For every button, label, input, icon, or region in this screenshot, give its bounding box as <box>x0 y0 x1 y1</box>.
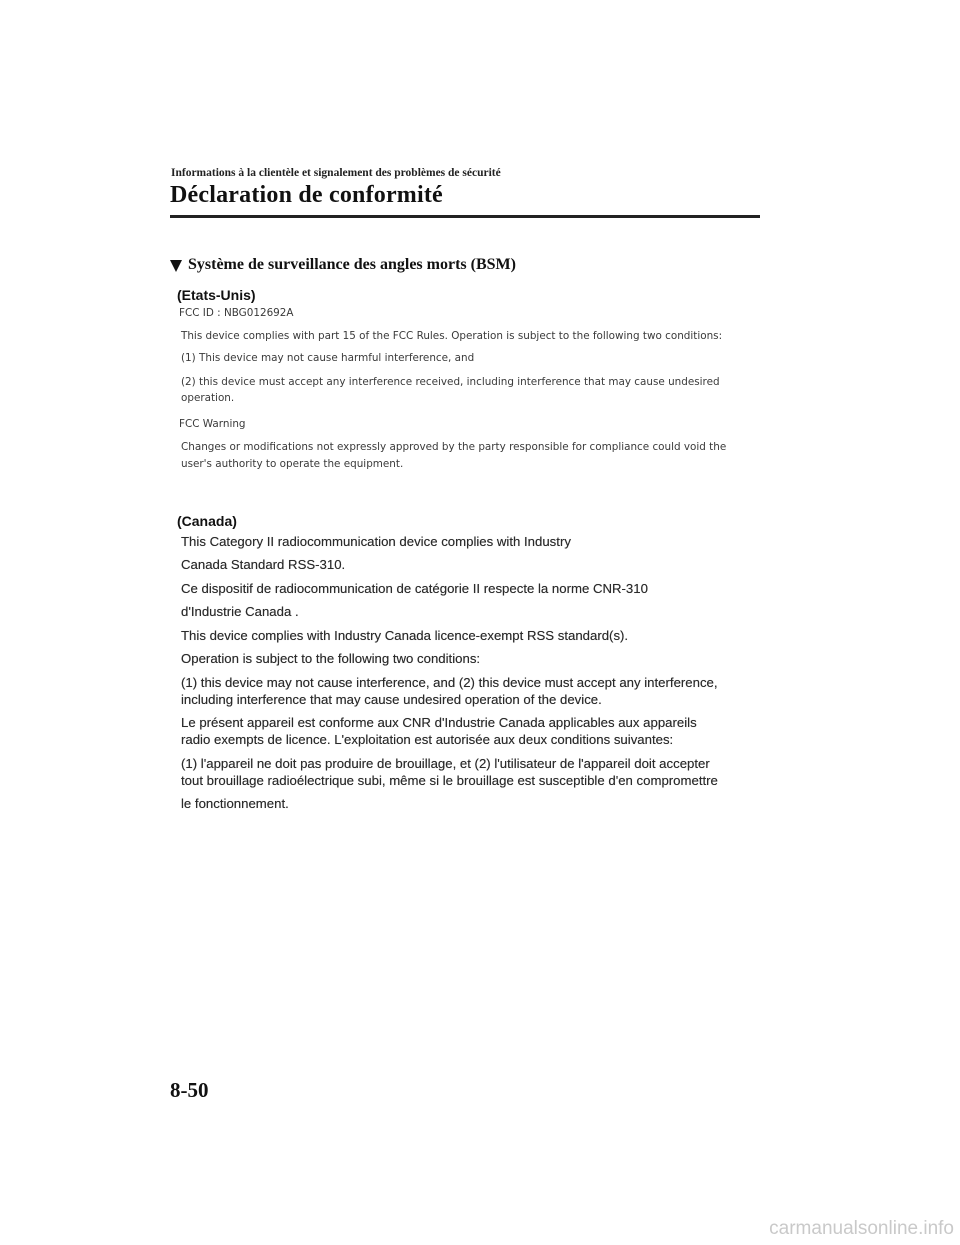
watermark: carmanualsonline.info <box>769 1218 954 1239</box>
section-heading <box>170 256 516 274</box>
canada-region-label: (Canada) <box>177 513 237 529</box>
triangle-bullet-icon <box>170 260 182 272</box>
usa-text-line: Changes or modifications not expressly approved by the party responsible for compliance could void the <box>181 441 727 453</box>
canada-text-line: radio exempts de licence. L'exploitation est autorisée aux deux conditions suivantes: <box>181 732 674 747</box>
canada-text-line: (1) l'appareil ne doit pas produire de brouillage, et (2) l'utilisateur de l'appareil doit accepter <box>181 756 710 771</box>
canada-text-line: d'Industrie Canada . <box>181 604 299 619</box>
usa-text-line: This device complies with part 15 of the FCC Rules. Operation is subject to the following two conditions: <box>181 330 723 342</box>
page-number: 8-50 <box>170 1078 209 1102</box>
canada-text-line: Le présent appareil est conforme aux CNR d'Industrie Canada applicables aux appareils <box>181 715 697 730</box>
usa-text-line: (1) This device may not cause harmful interference, and <box>181 352 475 364</box>
canada-text-line: including interference that may cause undesired operation of the device. <box>181 692 602 707</box>
usa-region-label: (Etats-Unis) <box>177 287 256 303</box>
usa-text-line: (2) this device must accept any interference received, including interference that may cause undesired <box>181 376 720 388</box>
usa-fcc-warning: FCC Warning <box>179 418 246 430</box>
page-title: Déclaration de conformité <box>170 182 443 208</box>
canada-text-line: Ce dispositif de radiocommunication de catégorie II respecte la norme CNR-310 <box>181 581 648 596</box>
canada-text-line: This Category II radiocommunication device complies with Industry <box>181 534 571 549</box>
usa-fcc-id: FCC ID : NBG012692A <box>179 307 294 319</box>
canada-text-line: (1) this device may not cause interference, and (2) this device must accept any interference, <box>181 675 718 690</box>
canada-text-line: This device complies with Industry Canada licence-exempt RSS standard(s). <box>181 628 629 643</box>
title-divider <box>170 215 760 218</box>
canada-text-line: le fonctionnement. <box>181 796 289 811</box>
canada-text-line: tout brouillage radioélectrique subi, même si le brouillage est susceptible d'en compromettre <box>181 773 718 788</box>
usa-text-line: operation. <box>181 392 235 404</box>
canada-text-line: Canada Standard RSS-310. <box>181 557 346 572</box>
breadcrumb: Informations à la clientèle et signalement des problèmes de sécurité <box>171 167 501 179</box>
canada-text-line: Operation is subject to the following two conditions: <box>181 651 481 666</box>
section-heading-text: Système de surveillance des angles morts (BSM) <box>188 256 516 273</box>
usa-text-line: user's authority to operate the equipment. <box>181 458 404 470</box>
